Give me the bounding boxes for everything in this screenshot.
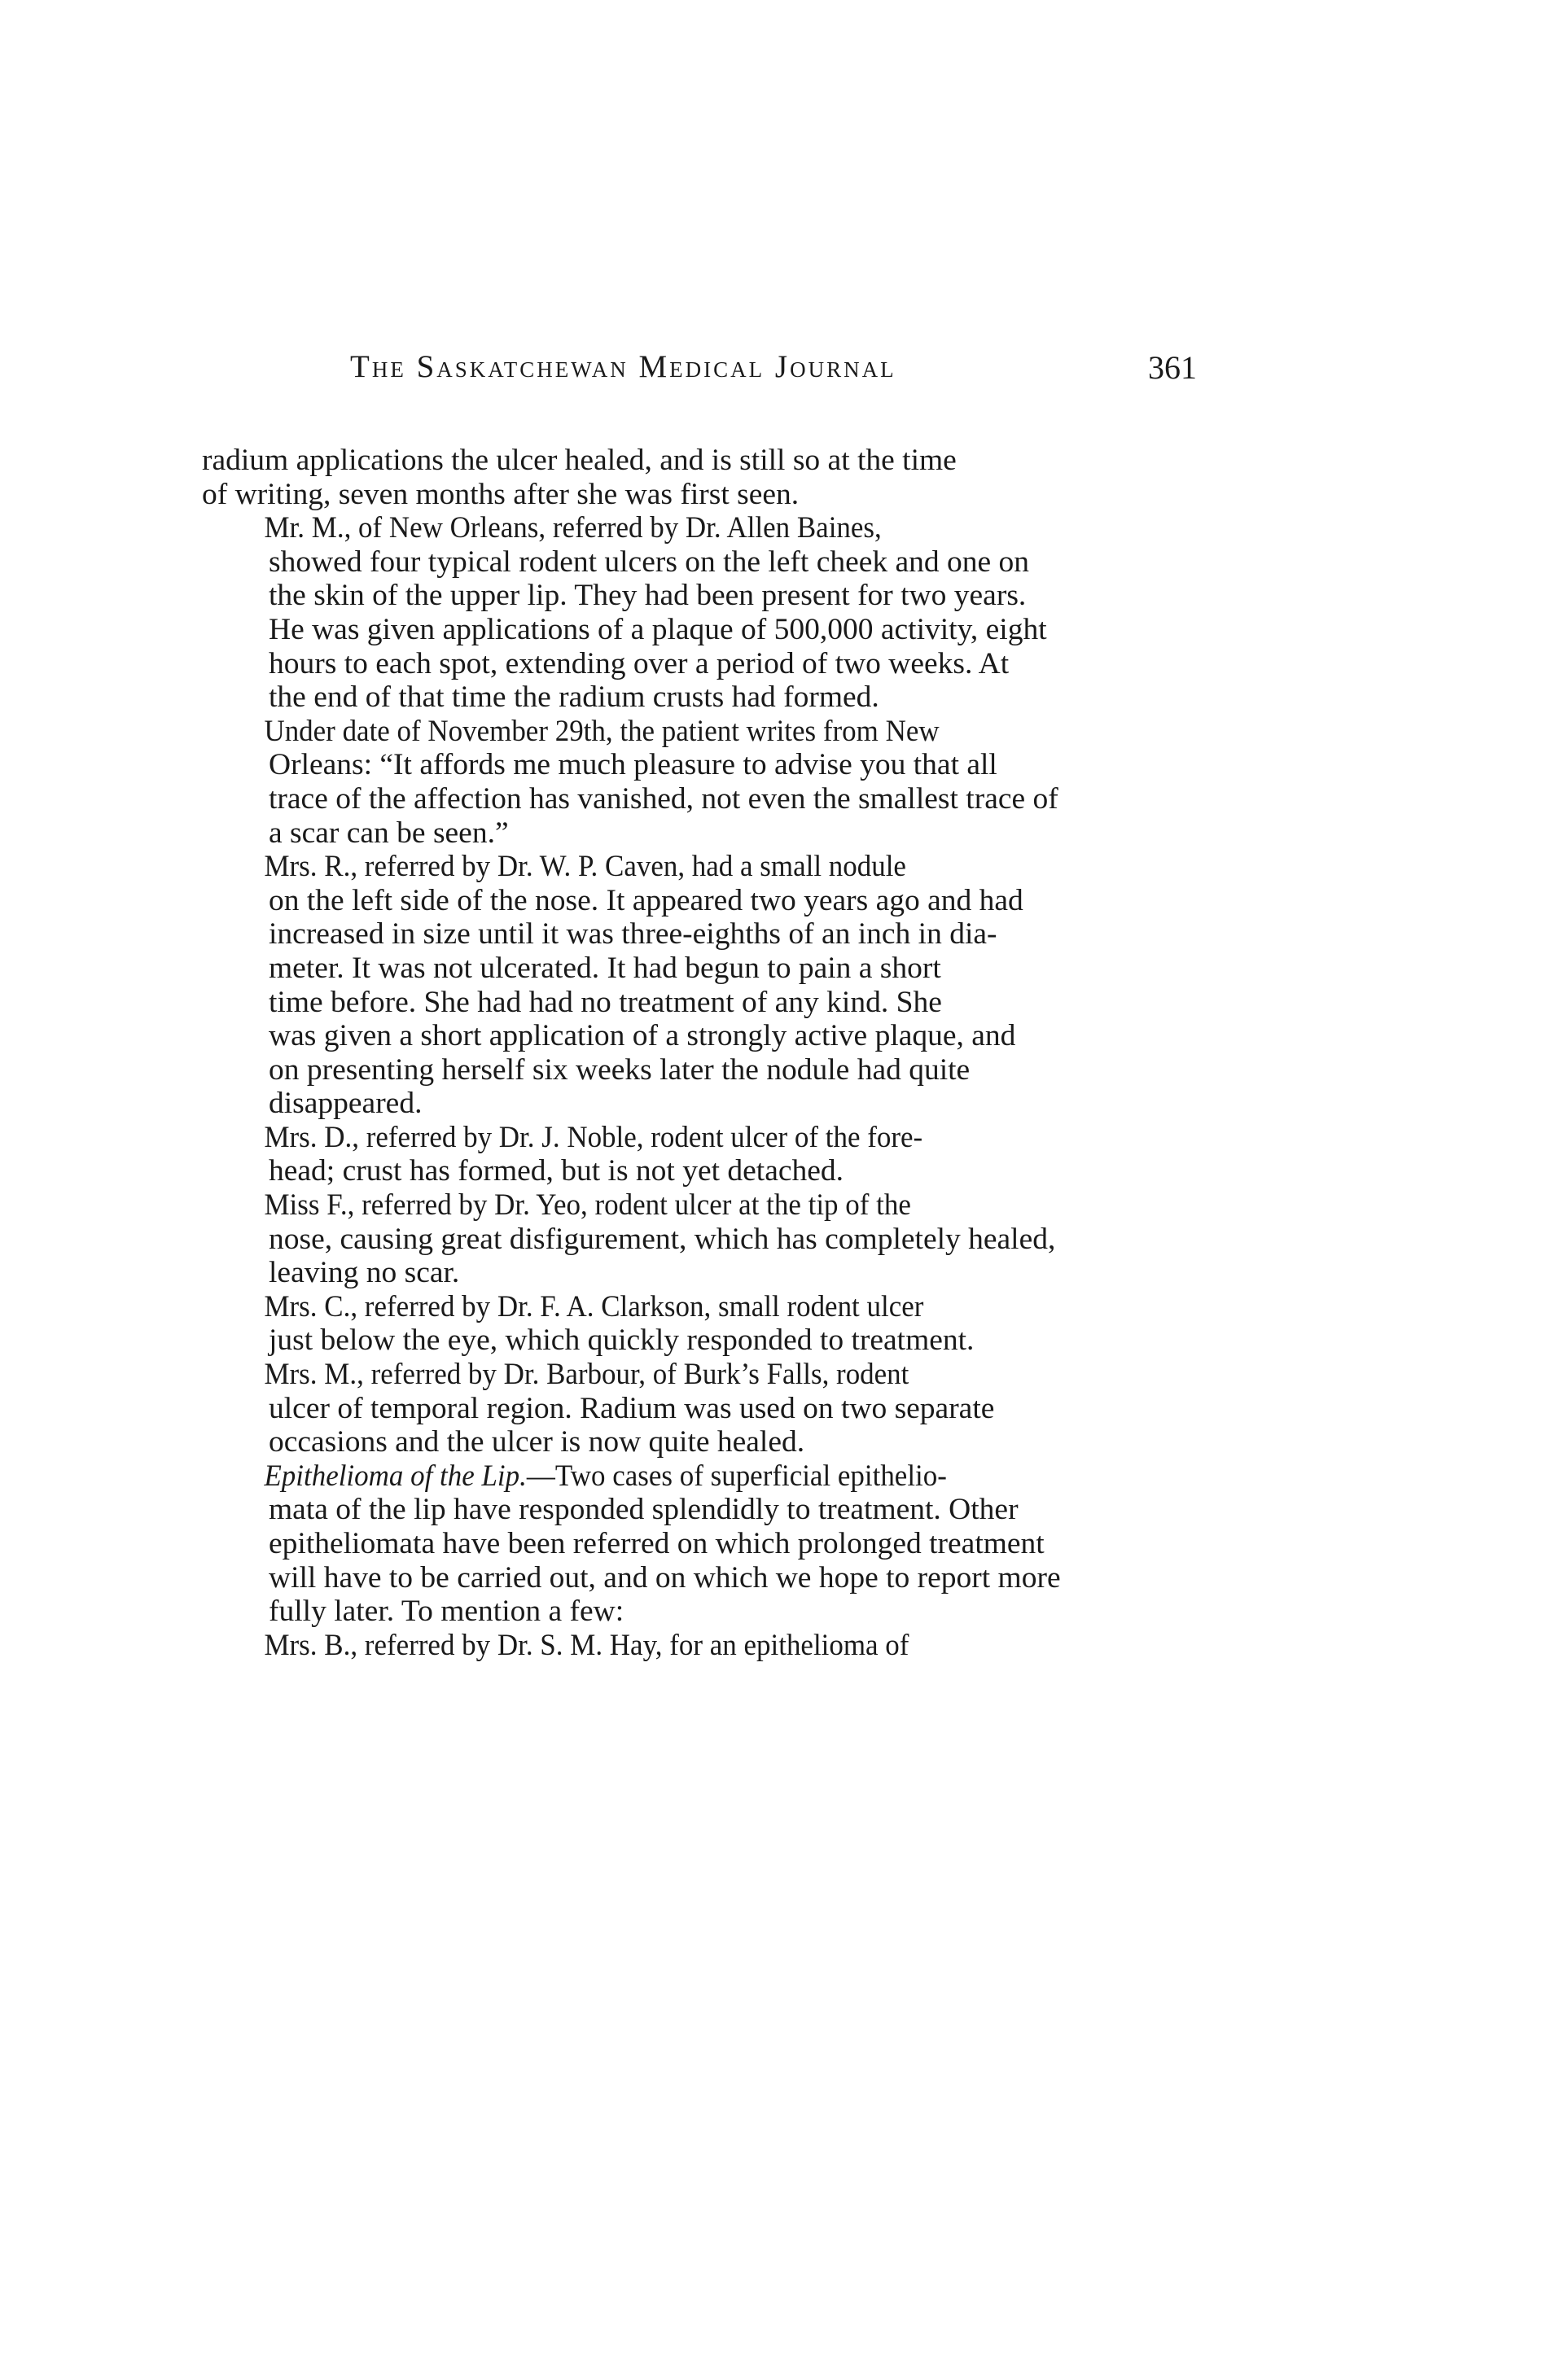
line-text: the end of that time the radium crusts had formed.: [269, 680, 879, 715]
line-text: was given a short application of a strongly active plaque, and: [269, 1019, 1016, 1053]
text-line: [202, 1595, 1189, 1629]
journal-title: The Saskatchewan Medical Journal: [350, 349, 896, 384]
paragraph-p9: [202, 1459, 1189, 1629]
text-line: [202, 1459, 1122, 1494]
line-text: increased in size until it was three-eighths of an inch in dia-: [269, 917, 997, 952]
text-line: [202, 444, 1189, 478]
text-line: [202, 850, 1122, 884]
body-text: [202, 444, 1189, 1662]
line-text: showed four typical rodent ulcers on the left cheek and one on: [269, 545, 1030, 579]
line-text: ulcer of temporal region. Radium was used on two separate: [269, 1391, 995, 1425]
line-text: time before. She had had no treatment of any kind. She: [269, 985, 942, 1019]
line-text: head; crust has formed, but is not yet detached.: [269, 1154, 844, 1188]
page-number: 361: [1148, 349, 1197, 386]
line-text: mata of the lip have responded splendidly to treatment. Other: [269, 1493, 1019, 1527]
line-text: the skin of the upper lip. They had been present for two years.: [269, 579, 1027, 613]
text-line: [202, 545, 1189, 580]
running-head: [350, 348, 1197, 397]
line-text: radium applications the ulcer healed, and is still so at the time: [202, 444, 957, 477]
text-line: [202, 647, 1189, 681]
text-line: [202, 1323, 1189, 1358]
line-text: on the left side of the nose. It appeared two years ago and had: [269, 883, 1023, 917]
line-text: He was given applications of a plaque of 500,000 activity, eight: [269, 612, 1047, 646]
line-text: Mrs. R., referred by Dr. W. P. Caven, had a small nodule: [264, 850, 906, 884]
line-text: a scar can be seen.”: [269, 816, 509, 850]
paragraph-p8: [202, 1358, 1189, 1459]
paragraph-p7: [202, 1290, 1189, 1358]
line-text: of writing, seven months after she was first seen.: [202, 477, 800, 511]
line-text: meter. It was not ulcerated. It had begun to pain a short: [269, 951, 941, 985]
text-line: [202, 986, 1189, 1020]
line-text: Mrs. D., referred by Dr. J. Noble, rodent ulcer of the fore-: [264, 1120, 923, 1154]
text-line: [202, 1121, 1122, 1155]
line-text: leaving no scar.: [269, 1256, 460, 1290]
line-text: Mr. M., of New Orleans, referred by Dr. Allen Baines,: [264, 511, 882, 545]
paragraph-p2: [202, 511, 1189, 715]
line-text: Under date of November 29th, the patient writes from New: [264, 714, 940, 748]
text-line: [202, 1358, 1122, 1392]
line-text: just below the eye, which quickly responded to treatment.: [269, 1323, 975, 1358]
text-line: [202, 511, 1122, 545]
text-line: [202, 1493, 1189, 1527]
line-text: fully later. To mention a few:: [269, 1595, 624, 1629]
line-text: nose, causing great disfigurement, which has completely healed,: [269, 1222, 1056, 1256]
paragraph-p3: [202, 715, 1189, 850]
line-text: epitheliomata have been referred on which prolonged treatment: [269, 1527, 1045, 1560]
line-text: —Two cases of superficial epithelio-: [526, 1459, 947, 1493]
paragraph-p4: [202, 850, 1189, 1121]
text-line: [202, 782, 1189, 816]
text-line: [202, 1561, 1189, 1595]
text-line: [202, 1290, 1122, 1324]
line-text: will have to be carried out, and on which we hope to report more: [269, 1560, 1061, 1595]
text-line: [202, 613, 1189, 647]
text-line: [202, 680, 1189, 715]
line-text: Mrs. M., referred by Dr. Barbour, of Burk’s Falls, rodent: [264, 1358, 909, 1392]
text-line: [202, 1629, 1122, 1663]
text-line: [202, 917, 1189, 952]
text-line: [202, 579, 1189, 613]
line-text: Orleans: “It affords me much pleasure to advise you that all: [269, 748, 997, 782]
text-line: [202, 1019, 1189, 1053]
section-heading: Epithelioma of the Lip.: [264, 1459, 527, 1493]
paragraph-p6: [202, 1188, 1189, 1290]
text-line: [202, 884, 1189, 918]
text-line: [202, 1527, 1189, 1561]
text-line: [202, 1053, 1189, 1087]
text-line: [202, 1425, 1189, 1459]
paragraph-p10: [202, 1629, 1189, 1663]
text-line: [202, 1154, 1189, 1188]
paragraph-p5: [202, 1121, 1189, 1188]
text-line: [202, 952, 1189, 986]
text-line: [202, 1256, 1189, 1290]
line-text: Mrs. B., referred by Dr. S. M. Hay, for an epithelioma of: [264, 1628, 909, 1662]
line-text: on presenting herself six weeks later the nodule had quite: [269, 1052, 971, 1087]
line-text: Mrs. C., referred by Dr. F. A. Clarkson, small rodent ulcer: [264, 1289, 924, 1323]
line-text: hours to each spot, extending over a period of two weeks. At: [269, 646, 1010, 680]
text-line: [202, 1223, 1189, 1257]
text-line: [202, 1392, 1189, 1426]
text-line: [202, 1087, 1189, 1121]
text-line: [202, 748, 1189, 782]
line-text: trace of the affection has vanished, not even the smallest trace of: [269, 781, 1058, 816]
paragraph-p1: [202, 444, 1189, 511]
line-text: disappeared.: [269, 1087, 423, 1121]
text-line: [202, 816, 1189, 851]
text-line: [202, 1188, 1122, 1223]
text-line: [202, 715, 1122, 749]
line-text: Miss F., referred by Dr. Yeo, rodent ulcer at the tip of the: [264, 1188, 911, 1223]
text-line: [202, 478, 1189, 512]
line-text: occasions and the ulcer is now quite healed.: [269, 1425, 805, 1459]
